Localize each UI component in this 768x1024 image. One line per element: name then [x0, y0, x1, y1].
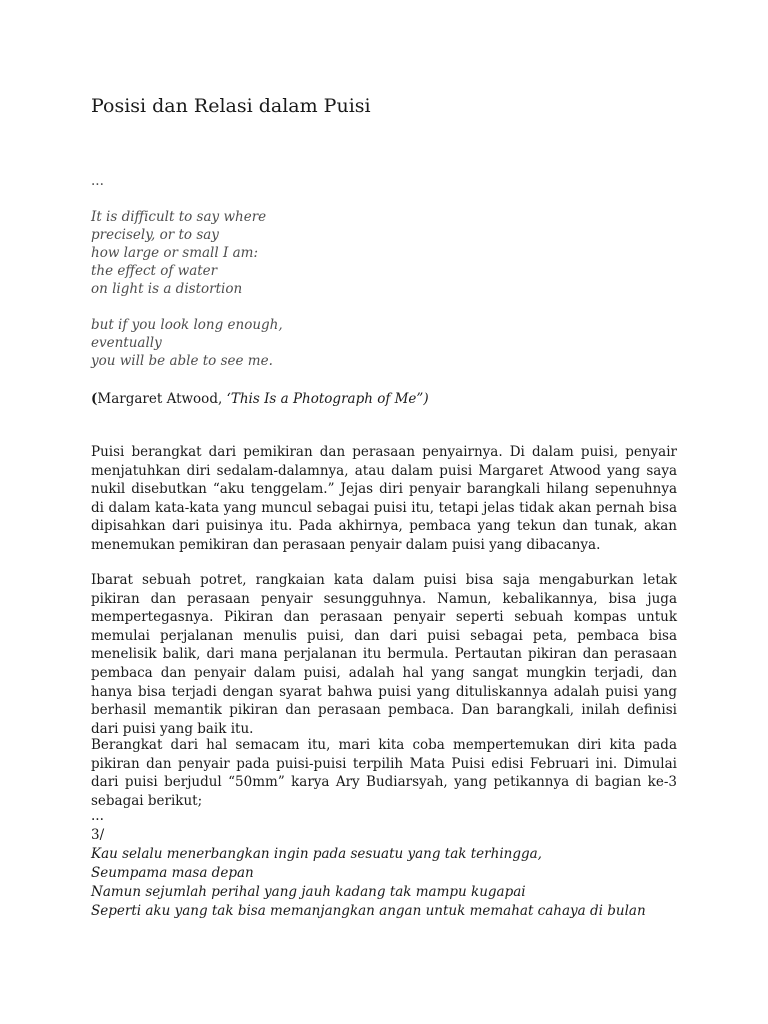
excerpt-line: Namun sejumlah perihal yang jauh kadang tak mampu kugapai	[91, 884, 526, 900]
poem-line: but if you look long enough,	[91, 317, 283, 333]
poem-line: you will be able to see me.	[91, 353, 273, 369]
excerpt-ellipsis: ...	[91, 808, 104, 824]
epigraph-stanza-2	[91, 316, 283, 370]
body-paragraph-2: Ibarat sebuah potret, rangkaian kata dalam puisi bisa saja mengaburkan letak pikiran dan perasaan penyair sesungguhnya. Namun, kebalikannya, bisa juga mempertegasnya. Pikiran dan perasaan penyair seperti sebuah kompas untuk memulai perjalanan menulis puisi, dan dari puisi sebagai peta, pembaca bisa menelisik balik, dari mana perjalanan itu bermula. Pertautan pikiran dan perasaan pembaca dan penyair dalam puisi, adalah hal yang sangat mungkin terjadi, dan hanya bisa terjadi dengan syarat bahwa puisi yang dituliskannya adalah puisi yang berhasil memantik pikiran dan perasaan pembaca. Dan barangkali, inilah definisi dari puisi yang baik itu.	[91, 572, 677, 737]
poem-line: eventually	[91, 335, 162, 351]
epigraph-ellipsis: ...	[91, 173, 104, 189]
attribution-author: Margaret Atwood,	[97, 391, 227, 407]
excerpt-line: Seperti aku yang tak bisa memanjangkan angan untuk memahat cahaya di bulan	[91, 903, 646, 919]
page-title: Posisi dan Relasi dalam Puisi	[91, 95, 371, 117]
poem-line: precisely, or to say	[91, 227, 219, 243]
excerpt-line: Kau selalu menerbangkan ingin pada sesuatu yang tak terhingga,	[91, 846, 542, 862]
poem-line: It is difficult to say where	[91, 209, 267, 225]
epigraph-stanza-1	[91, 208, 266, 298]
body-paragraph-1: Puisi berangkat dari pemikiran dan perasaan penyairnya. Di dalam puisi, penyair menjatuhkan diri sedalam-dalamnya, atau dalam puisi Margaret Atwood yang saya nukil disebutkan “aku tenggelam.” Jejas diri penyair barangkali hilang sepenuhnya di dalam kata-kata yang muncul sebagai puisi itu, tetapi jelas tidak akan pernah bisa dipisahkan dari puisinya itu. Pada akhirnya, pembaca yang tekun dan tunak, akan menemukan pemikiran dan perasaan penyair dalam puisi yang dibacanya.	[91, 444, 677, 553]
body-paragraph-3: Berangkat dari hal semacam itu, mari kita coba mempertemukan diri kita pada pikiran dan penyair pada puisi-puisi terpilih Mata Puisi edisi Februari ini. Dimulai dari puisi berjudul “50mm” karya Ary Budiarsyah, yang petikannya di bagian ke-3 sebagai berikut;	[91, 737, 677, 809]
attribution-work: ‘This Is a Photograph of Me”)	[226, 391, 429, 407]
excerpt-section-number: 3/	[91, 827, 105, 843]
attribution-open-paren: (	[91, 391, 98, 407]
poem-line: the effect of water	[91, 263, 218, 279]
poem-line: how large or small I am:	[91, 245, 259, 261]
poem-line: on light is a distortion	[91, 281, 243, 297]
poem-excerpt	[91, 807, 646, 921]
epigraph-attribution	[91, 389, 429, 409]
excerpt-line: Seumpama masa depan	[91, 865, 254, 881]
